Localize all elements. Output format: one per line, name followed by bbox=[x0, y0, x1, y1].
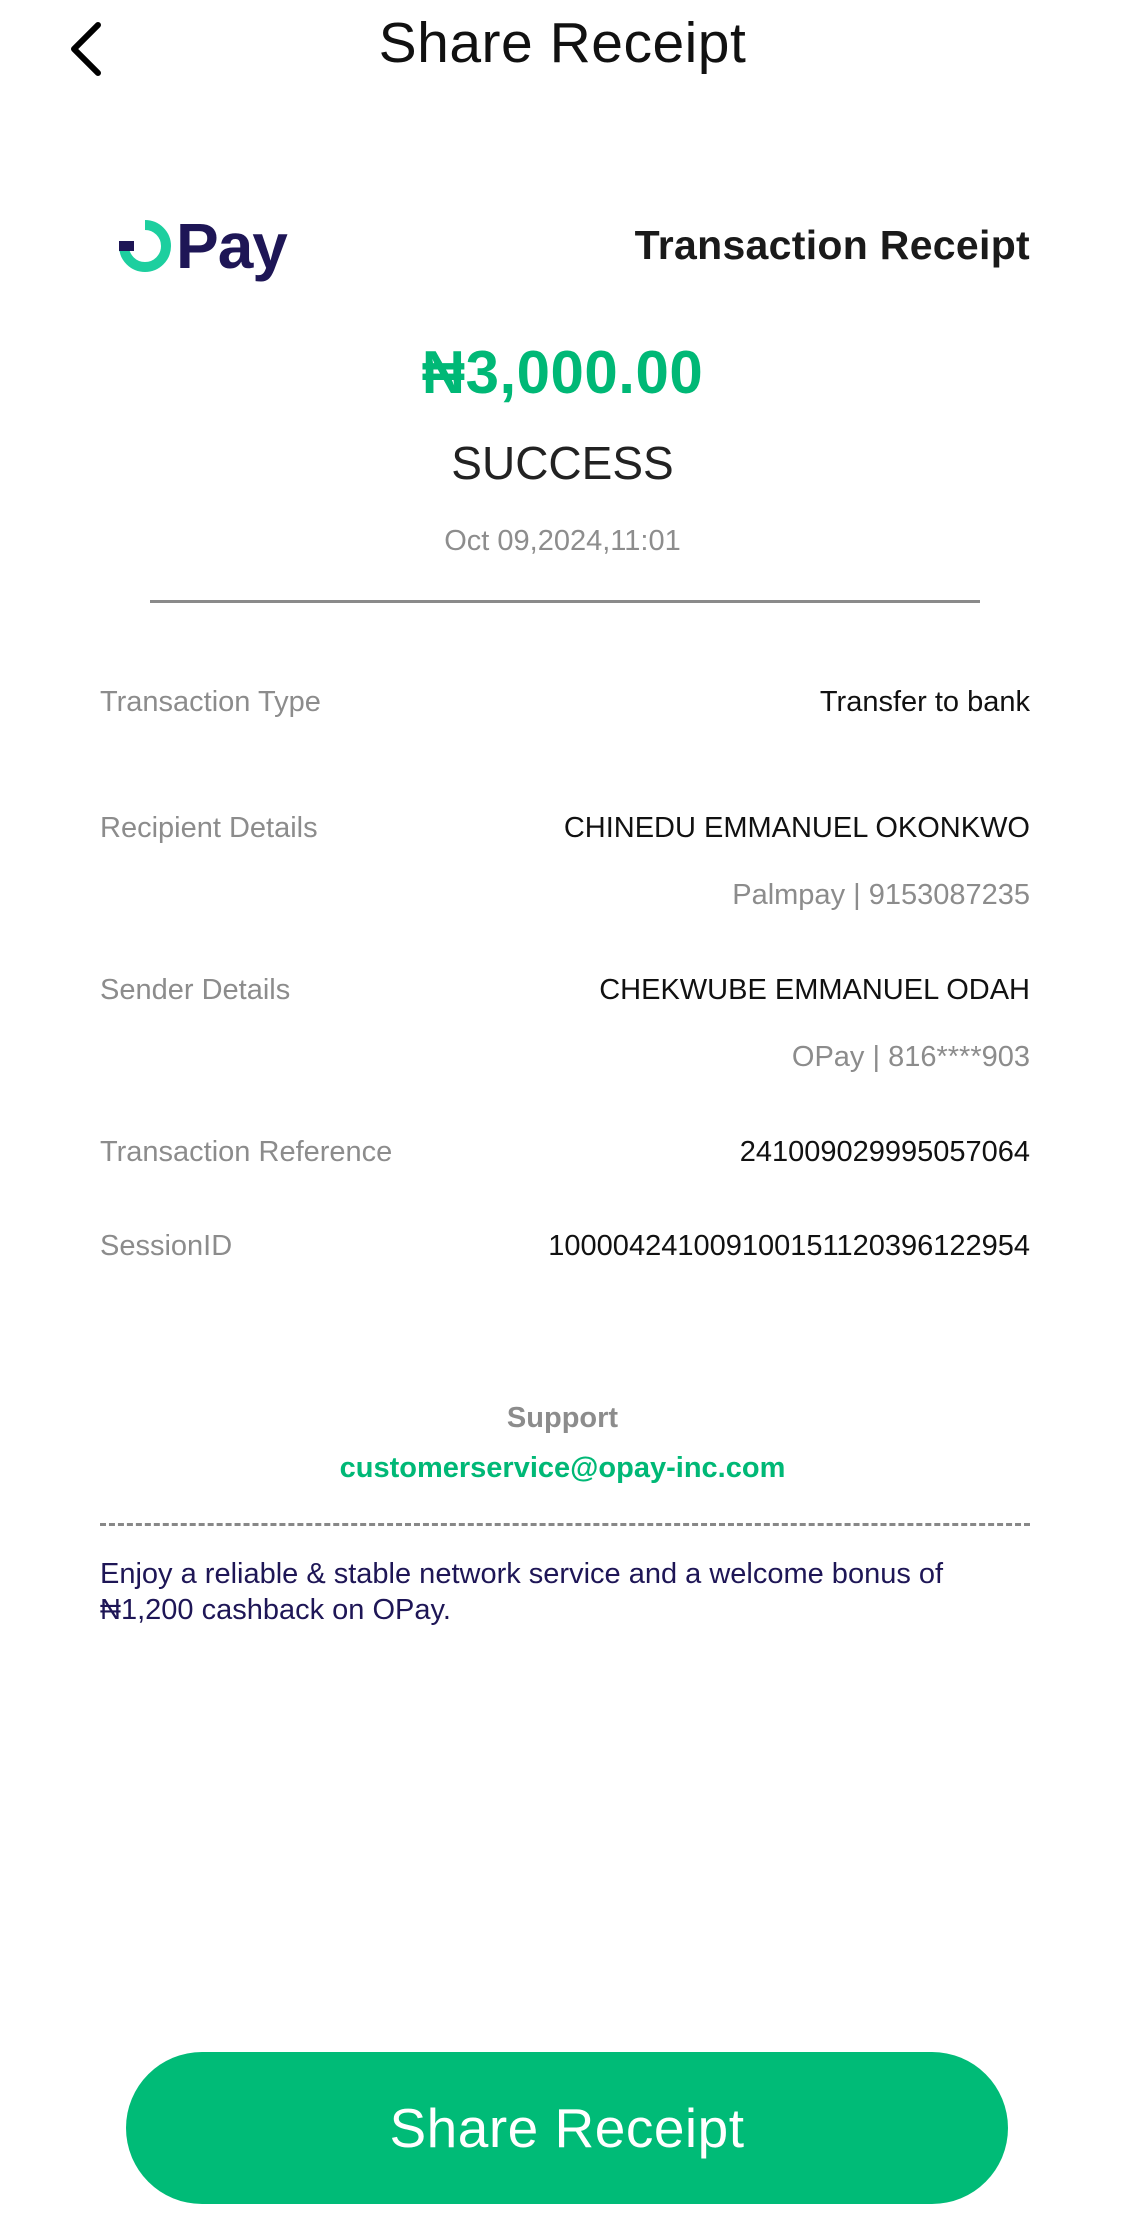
share-receipt-button[interactable]: Share Receipt bbox=[126, 2052, 1008, 2204]
logo-text: Pay bbox=[176, 210, 287, 282]
session-value: 100004241009100151120396122954 bbox=[548, 1230, 1030, 1262]
sender-account: OPay | 816****903 bbox=[791, 1041, 1030, 1073]
row-label: Transaction Type bbox=[100, 686, 321, 718]
row-value: Transfer to bank bbox=[819, 686, 1030, 718]
transaction-status: SUCCESS bbox=[451, 437, 674, 489]
sender-name: CHEKWUBE EMMANUEL ODAH bbox=[599, 974, 1030, 1006]
divider bbox=[150, 600, 980, 603]
opay-logo-icon bbox=[118, 219, 172, 273]
transaction-datetime: Oct 09,2024,11:01 bbox=[444, 525, 681, 557]
opay-logo bbox=[118, 210, 287, 282]
transaction-amount: ₦3,000.00 bbox=[421, 339, 704, 406]
reference-value: 241009029995057064 bbox=[739, 1136, 1030, 1168]
row-label: Recipient Details bbox=[100, 812, 318, 844]
dashed-divider bbox=[100, 1523, 1030, 1526]
support-email-link[interactable]: customerservice@opay-inc.com bbox=[339, 1452, 786, 1484]
recipient-account: Palmpay | 9153087235 bbox=[732, 879, 1030, 911]
support-label: Support bbox=[506, 1402, 619, 1434]
receipt-title: Transaction Receipt bbox=[634, 222, 1030, 268]
row-label: SessionID bbox=[100, 1230, 233, 1262]
promo-text: Enjoy a reliable & stable network service and a welcome bonus of ₦1,200 cashback on OPay. bbox=[100, 1558, 944, 1626]
page-title: Share Receipt bbox=[378, 11, 747, 75]
recipient-name: CHINEDU EMMANUEL OKONKWO bbox=[563, 812, 1030, 844]
row-label: Transaction Reference bbox=[100, 1136, 393, 1168]
row-label: Sender Details bbox=[100, 974, 291, 1006]
